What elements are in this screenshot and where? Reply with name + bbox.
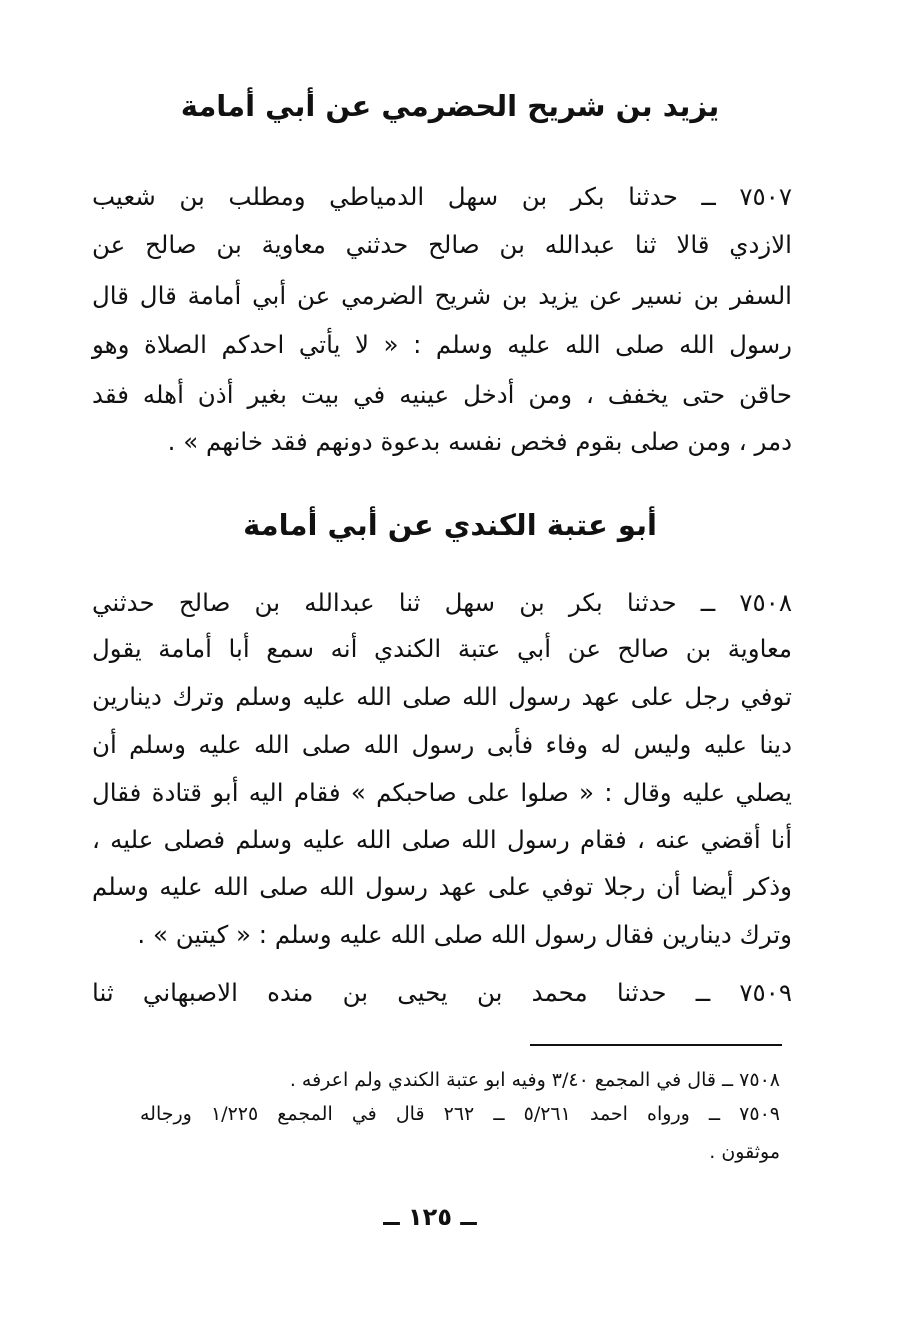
hadith-7509-line-1: ٧٥٠٩ ــ حدثنا محمد بن يحيى بن منده الاصبهاني ثنا	[92, 978, 792, 1007]
page-number: ــ ١٢٥ ــ	[383, 1203, 477, 1231]
hadith-7508-line-2: معاوية بن صالح عن أبي عتبة الكندي أنه سمع أبا أمامة يقول	[92, 634, 792, 663]
footnote-7509-line-2: موثقون .	[709, 1141, 780, 1163]
footnote-7509-line-1: ٧٥٠٩ ــ ورواه احمد ٥/٢٦١ ــ ٢٦٢ قال في المجمع ١/٢٢٥ ورجاله	[140, 1103, 780, 1125]
hadith-7508-line-8: وترك دينارين فقال رسول الله صلى الله عليه وسلم : « كيتين » .	[137, 920, 792, 949]
hadith-7508-line-5: يصلي عليه وقال : « صلوا على صاحبكم » فقام اليه أبو قتادة فقال	[92, 778, 792, 807]
hadith-7507-line-2: الازدي قالا ثنا عبدالله بن صالح حدثني معاوية بن صالح عن	[92, 230, 792, 259]
section-heading-yazid: يزيد بن شريح الحضرمي عن أبي أمامة	[180, 89, 720, 123]
hadith-7507-line-5: حاقن حتى يخفف ، ومن أدخل عينيه في بيت بغير أذن أهله فقد	[92, 380, 792, 409]
hadith-7507-line-1: ٧٥٠٧ ــ حدثنا بكر بن سهل الدمياطي ومطلب بن شعيب	[92, 182, 792, 211]
hadith-7508-line-7: وذكر أيضا أن رجلا توفي على عهد رسول الله صلى الله عليه وسلم	[92, 872, 792, 901]
hadith-7507-line-3: السفر بن نسير عن يزيد بن شريح الضرمي عن أبي أمامة قال قال	[92, 281, 792, 310]
hadith-7508-line-6: أنا أقضي عنه ، فقام رسول الله صلى الله عليه وسلم فصلى عليه ،	[92, 825, 792, 854]
hadith-7508-line-3: توفي رجل على عهد رسول الله صلى الله عليه وسلم وترك دينارين	[92, 682, 792, 711]
hadith-7508-line-1: ٧٥٠٨ ــ حدثنا بكر بن سهل ثنا عبدالله بن صالح حدثني	[92, 588, 792, 617]
hadith-7507-line-6: دمر ، ومن صلى بقوم فخص نفسه بدعوة دونهم فقد خانهم » .	[167, 427, 792, 456]
hadith-7507-line-4: رسول الله صلى الله عليه وسلم : « لا يأتي احدكم الصلاة وهو	[92, 330, 792, 359]
section-heading-abu-utba: أبو عتبة الكندي عن أبي أمامة	[243, 508, 657, 542]
hadith-7508-line-4: دينا عليه وليس له وفاء فأبى رسول الله صلى الله عليه وسلم أن	[92, 730, 792, 759]
footnote-7508: ٧٥٠٨ ــ قال في المجمع ٣/٤٠ وفيه ابو عتبة الكندي ولم اعرفه .	[289, 1069, 780, 1091]
footnote-separator	[530, 1044, 782, 1046]
